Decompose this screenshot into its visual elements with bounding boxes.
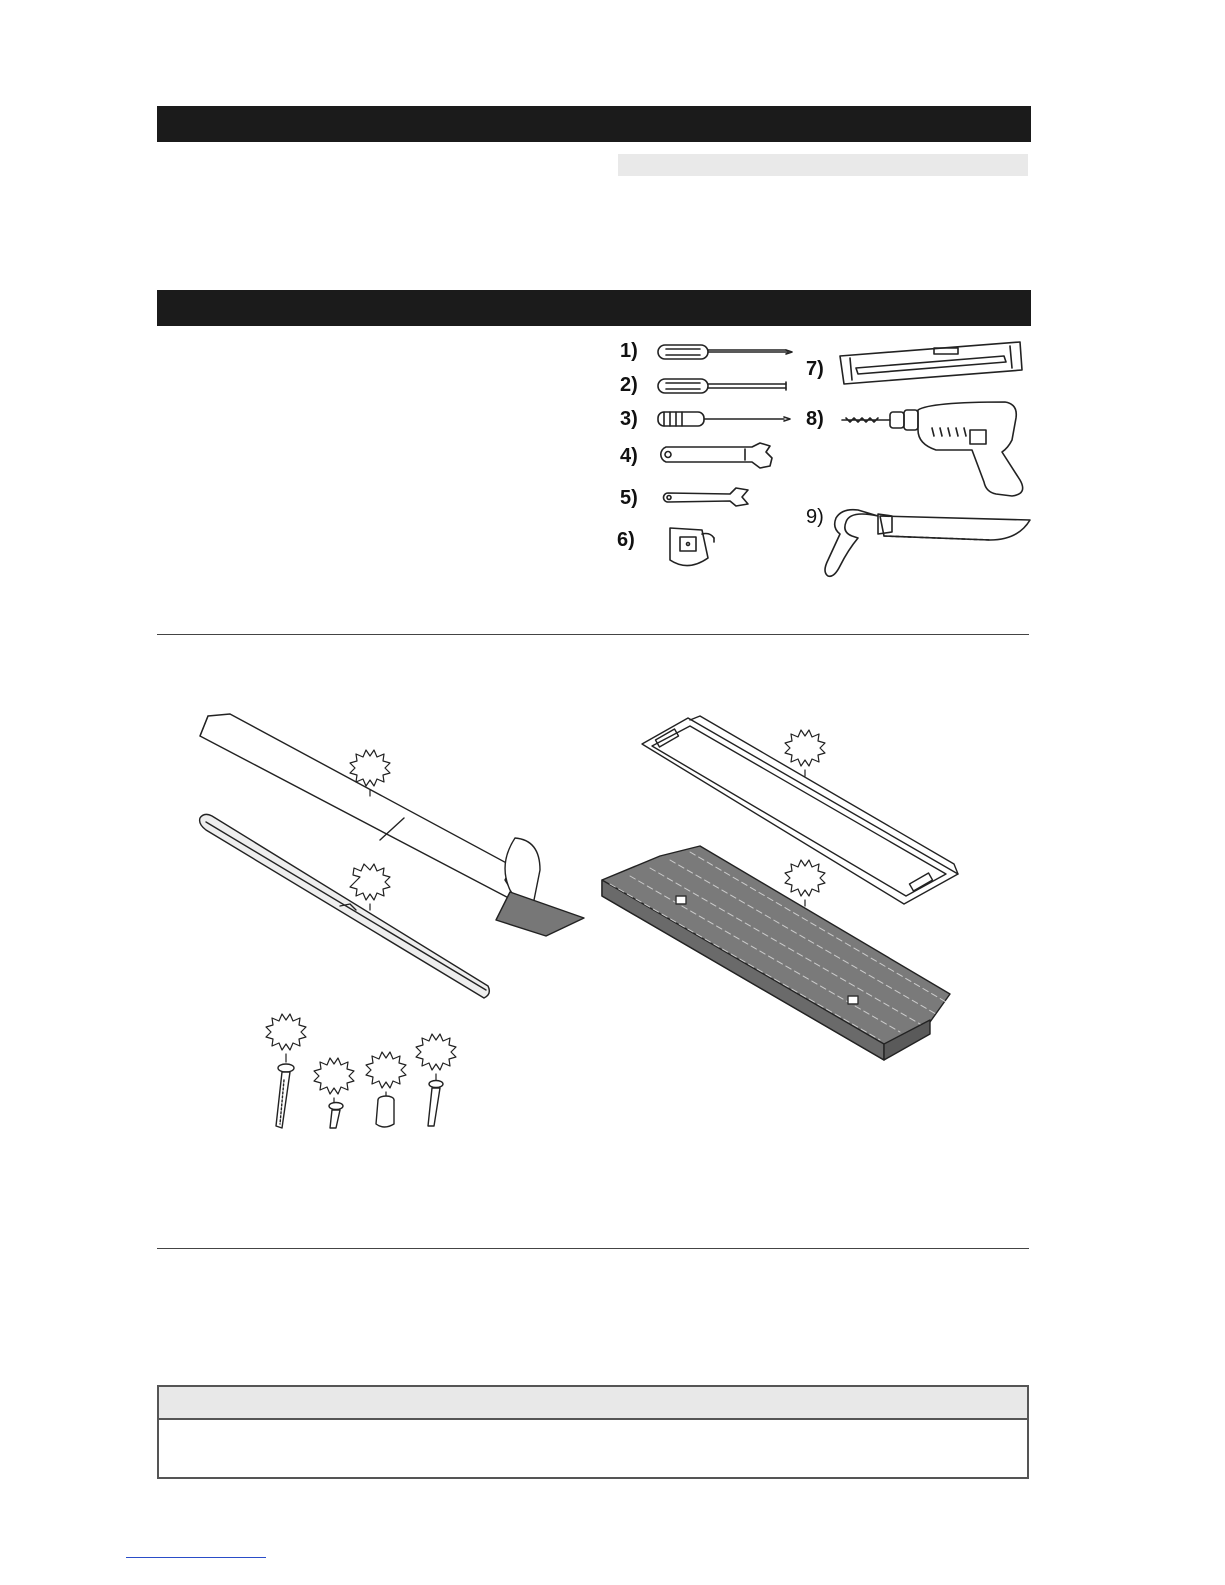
tool-label-4: 4)	[620, 445, 638, 467]
info-box	[157, 1385, 1029, 1479]
footer-link-underline[interactable]	[126, 1557, 266, 1558]
medium-screw-icon	[428, 1081, 443, 1127]
tool-label-5: 5)	[620, 487, 638, 509]
tool-label-9: 9)	[806, 506, 824, 528]
tool-label-2: 2)	[620, 374, 638, 396]
short-screw-icon	[329, 1103, 343, 1129]
tool-label-1: 1)	[620, 340, 638, 362]
tool-label-8: 8)	[806, 408, 824, 430]
tool-label-7: 7)	[806, 358, 824, 380]
tool-label-6: 6)	[617, 529, 635, 551]
tool-label-3: 3)	[620, 408, 638, 430]
info-box-header	[159, 1387, 1027, 1420]
spacer-tube-icon	[376, 1096, 394, 1127]
adhesive-tape-icon	[200, 714, 584, 936]
long-screw-icon	[276, 1064, 294, 1128]
